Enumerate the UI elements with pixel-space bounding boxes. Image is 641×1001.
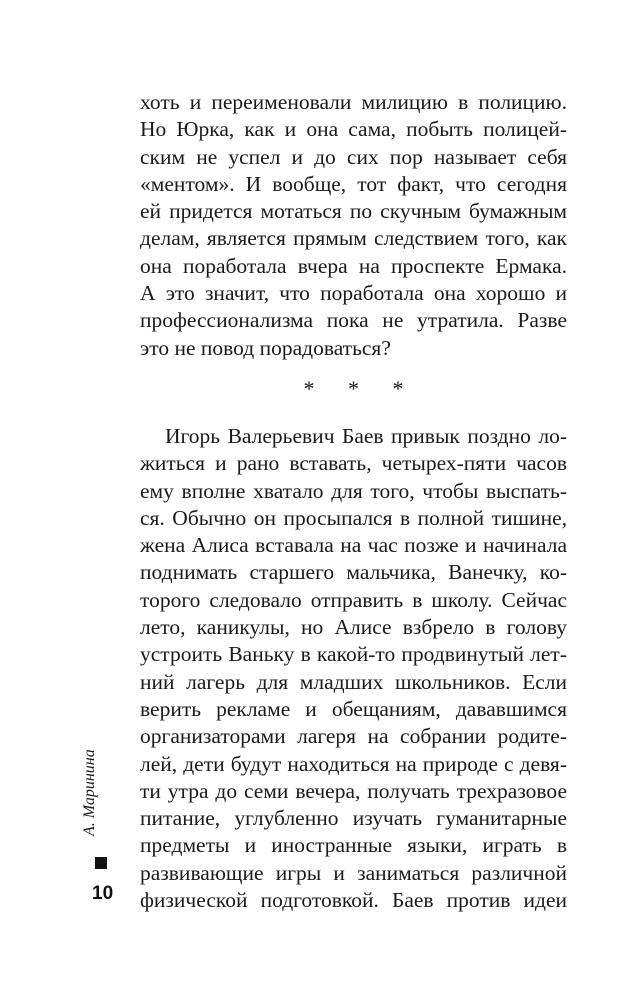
text-line: Но Юрка, как и она сама, побыть полицей-: [140, 117, 567, 142]
text-line: питание, углубленно изучать гуманитарные: [140, 806, 567, 831]
page-number: 10: [92, 883, 114, 904]
running-head-author: А. Маринина: [81, 749, 98, 836]
text-line: торого следовало отправить в школу. Сейчас: [140, 587, 567, 612]
text-line: верить рекламе и обещаниям, дававшимся: [140, 696, 567, 721]
text-line: устроить Ваньку в какой-то продвинутый лет-: [140, 642, 567, 667]
text-line: ским не успел и до сих пор называет себя: [140, 144, 567, 169]
text-line: Игорь Валерьевич Баев привык поздно ло-: [165, 424, 567, 448]
text-line: А это значит, что поработала она хорошо и: [140, 281, 567, 306]
square-marker-icon: [95, 857, 107, 869]
text-line: хоть и переименовали милицию в полицию.: [140, 90, 567, 114]
text-line: «ментом». И вообще, тот факт, что сегодня: [140, 171, 567, 196]
text-line: она поработала вчера на проспекте Ермака.: [140, 253, 567, 278]
text-line: ей придется мотаться по скучным бумажным: [140, 199, 567, 224]
text-line: жена Алиса вставала на час позже и начинала: [140, 533, 567, 558]
text-line: профессионализма пока не утратила. Разве: [140, 308, 567, 333]
text-line: лето, каникулы, но Алисе взбрело в голову: [140, 615, 567, 640]
text-line: ти утра до семи вечера, получать трехразовое: [140, 778, 567, 803]
text-line: физической подготовкой. Баев против идеи: [140, 888, 567, 913]
text-line: организаторами лагеря на собрании родите-: [140, 724, 567, 749]
text-line: ний лагерь для младших школьников. Если: [140, 669, 567, 694]
section-separator: * * *: [303, 376, 418, 401]
text-line: развивающие игры и заниматься различной: [140, 860, 567, 885]
paragraph-new-section: [140, 423, 567, 914]
text-line: это не повод порадоваться?: [140, 335, 391, 360]
text-line: житься и рано вставать, четырех-пяти часов: [140, 451, 567, 476]
text-line: поднимать старшего мальчика, Ванечку, ко-: [140, 560, 567, 585]
paragraph-continued: [140, 89, 567, 362]
text-line: ся. Обычно он просыпался в полной тишине,: [140, 505, 567, 530]
text-line: ему вполне хватало для того, чтобы выспать-: [140, 478, 567, 503]
text-line: лей, дети будут находиться на природе с девя-: [140, 751, 567, 776]
text-line: предметы и иностранные языки, играть в: [140, 833, 567, 858]
text-line: делам, является прямым следствием того, как: [140, 226, 567, 251]
